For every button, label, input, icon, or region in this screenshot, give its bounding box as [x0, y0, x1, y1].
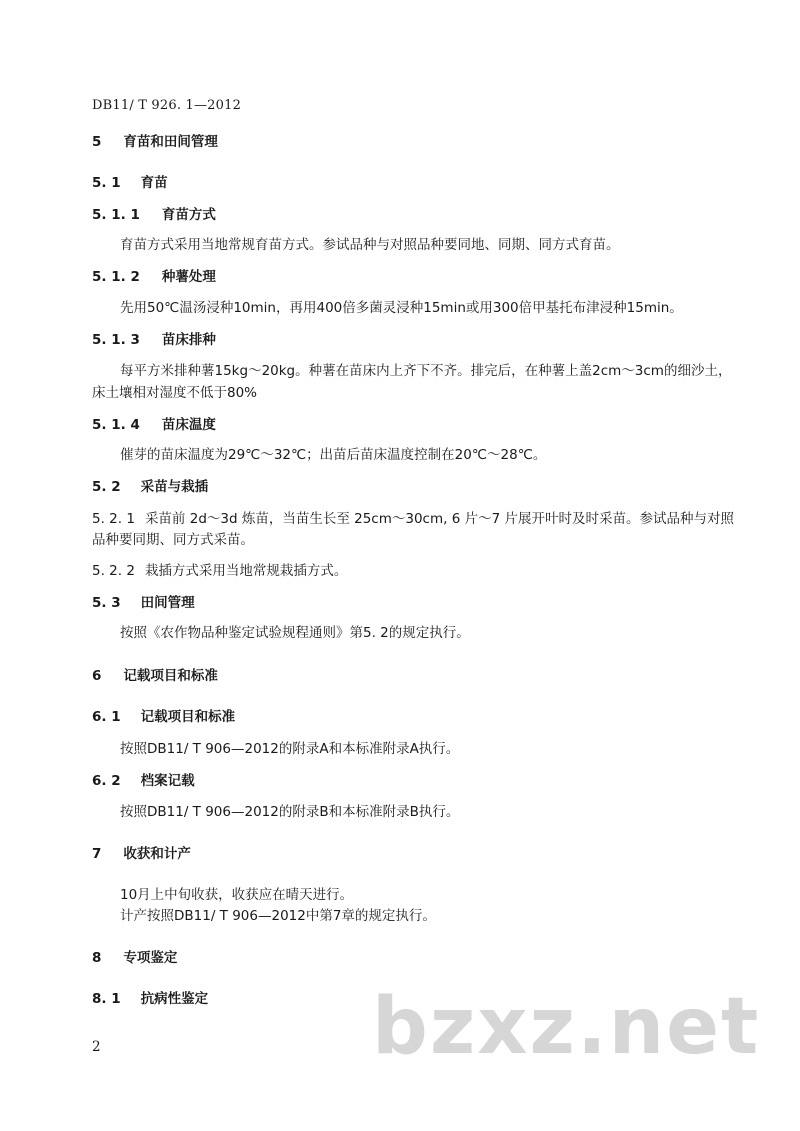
section-number: 8. 1 — [92, 991, 121, 1007]
section-6-1-body: 按照DB11/ T 906—2012的附录A和本标准附录A执行。 — [120, 741, 460, 757]
section-title: 田间管理 — [140, 595, 195, 611]
section-6-2-body: 按照DB11/ T 906—2012的附录B和本标准附录B执行。 — [120, 804, 460, 820]
section-5-1-4-heading — [92, 416, 216, 434]
document-code-header: DB11/ T 926. 1—2012 — [92, 98, 242, 113]
section-number: 5. 1. 3 — [92, 332, 140, 348]
section-5-2-heading — [92, 478, 208, 496]
section-number: 5. 1 — [92, 175, 121, 191]
section-title: 抗病性鉴定 — [140, 991, 209, 1007]
section-title: 育苗方式 — [161, 207, 216, 223]
section-5-1-4-body: 催芽的苗床温度为29℃～32℃；出苗后苗床温度控制在20℃～28℃。 — [120, 447, 547, 463]
section-5-1-1-body: 育苗方式采用当地常规育苗方式。参试品种与对照品种要同地、同期、同方式育苗。 — [120, 237, 620, 253]
section-5-2-2 — [92, 562, 347, 580]
section-number: 5. 1. 2 — [92, 269, 140, 285]
section-number: 5. 1. 4 — [92, 417, 140, 433]
section-7-body-line-1: 10月上中旬收获，收获应在晴天进行。 — [120, 887, 354, 903]
section-number: 6 — [92, 668, 102, 684]
section-number: 5. 2. 2 — [92, 563, 135, 579]
section-7-body-line-2: 计产按照DB11/ T 906—2012中第7章的规定执行。 — [120, 908, 436, 924]
section-number: 5. 1. 1 — [92, 207, 140, 223]
section-number: 7 — [92, 846, 102, 862]
section-number: 5. 3 — [92, 595, 121, 611]
section-number: 5 — [92, 134, 102, 150]
section-title: 档案记载 — [140, 773, 195, 789]
section-5-1-1-heading — [92, 206, 216, 224]
section-6-heading — [92, 667, 218, 685]
section-5-3-body: 按照《农作物品种鉴定试验规程通则》第5. 2的规定执行。 — [120, 625, 470, 641]
section-number: 6. 1 — [92, 709, 121, 725]
section-number: 5. 2 — [92, 479, 121, 495]
section-title: 记载项目和标准 — [140, 709, 236, 725]
section-5-1-3-body-line-2: 床土壤相对湿度不低于80% — [92, 385, 258, 401]
section-5-3-heading — [92, 594, 195, 612]
section-title: 育苗和田间管理 — [123, 134, 218, 150]
section-5-1-heading — [92, 174, 168, 192]
section-title: 苗床温度 — [161, 417, 216, 433]
section-8-heading — [92, 949, 177, 967]
section-number: 8 — [92, 950, 102, 966]
section-5-heading — [92, 133, 218, 151]
site-watermark: bzxz.net — [372, 982, 761, 1072]
section-title: 苗床排种 — [161, 332, 216, 348]
section-body-text: 采苗前 2d～3d 炼苗，当苗生长至 25cm～30cm, 6 片～7 片展开叶时及时采苗。参试品种与对照 — [144, 511, 734, 527]
section-title: 育苗 — [140, 175, 168, 191]
section-8-1-heading — [92, 990, 208, 1008]
section-6-2-heading — [92, 772, 195, 790]
section-number: 6. 2 — [92, 773, 121, 789]
section-number: 5. 2. 1 — [92, 511, 135, 527]
section-5-2-1-line-1 — [92, 510, 734, 528]
section-body-text: 栽插方式采用当地常规栽插方式。 — [144, 563, 348, 579]
section-5-2-1-line-2: 品种要同期、同方式采苗。 — [92, 532, 254, 548]
section-5-1-2-body: 先用50℃温汤浸种10min，再用400倍多菌灵浸种15min或用300倍甲基托布津浸种15min。 — [120, 300, 683, 316]
section-5-1-3-heading — [92, 331, 216, 349]
section-title: 收获和计产 — [123, 846, 191, 862]
page-number: 2 — [92, 1039, 101, 1055]
section-title: 采苗与栽插 — [140, 479, 209, 495]
section-title: 种薯处理 — [161, 269, 216, 285]
section-5-1-3-body-line-1: 每平方米排种薯15kg～20kg。种薯在苗床内上齐下不齐。排完后，在种薯上盖2cm～3cm的细沙土， — [120, 363, 732, 379]
section-title: 记载项目和标准 — [123, 668, 218, 684]
section-title: 专项鉴定 — [123, 950, 178, 966]
section-5-1-2-heading — [92, 268, 216, 286]
section-7-heading — [92, 845, 191, 863]
section-6-1-heading — [92, 708, 235, 726]
